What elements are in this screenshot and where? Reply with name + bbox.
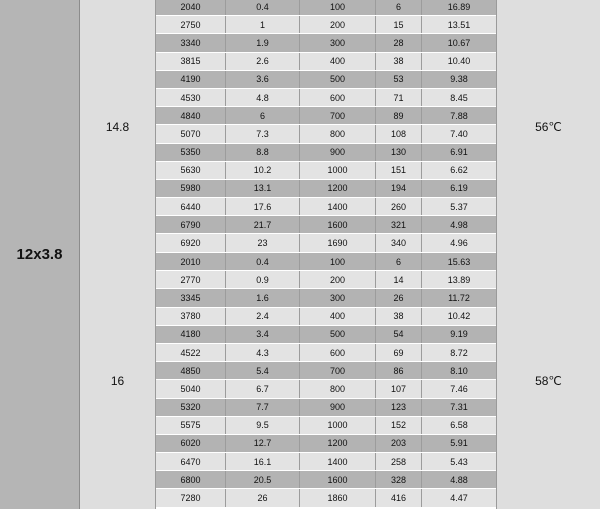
table-row bbox=[156, 417, 496, 435]
table-cell: 600 bbox=[300, 89, 376, 106]
table-row bbox=[156, 53, 496, 71]
table-cell: 86 bbox=[376, 362, 422, 379]
table-cell: 800 bbox=[300, 125, 376, 142]
table-row bbox=[156, 326, 496, 344]
table-cell: 13.1 bbox=[226, 180, 300, 197]
table-row bbox=[156, 253, 496, 271]
table-cell: 900 bbox=[300, 399, 376, 416]
table-cell: 3.6 bbox=[226, 71, 300, 88]
table-cell: 1400 bbox=[300, 198, 376, 215]
table-row bbox=[156, 16, 496, 34]
table-cell: 400 bbox=[300, 53, 376, 70]
table-row bbox=[156, 216, 496, 234]
table-cell: 7280 bbox=[156, 489, 226, 506]
table-cell: 1860 bbox=[300, 489, 376, 506]
table-row bbox=[156, 89, 496, 107]
table-cell: 5.4 bbox=[226, 362, 300, 379]
table-cell: 7.31 bbox=[450, 402, 468, 413]
table-cell: 9.38 bbox=[450, 74, 468, 85]
table-cell: 11.72 bbox=[448, 292, 470, 303]
table-cell: 26 bbox=[376, 289, 422, 306]
table-cell: 151 bbox=[376, 162, 422, 179]
table-cell: 0.9 bbox=[226, 271, 300, 288]
table-row bbox=[156, 107, 496, 125]
table-cell: 10.42 bbox=[447, 311, 471, 322]
table-row bbox=[156, 289, 496, 307]
table-cell: 400 bbox=[300, 308, 376, 325]
table-cell: 200 bbox=[300, 271, 376, 288]
table-cell: 10.2 bbox=[226, 162, 300, 179]
table-cell: 4.88 bbox=[450, 474, 468, 485]
table-cell: 69 bbox=[376, 344, 422, 361]
size-cell: 12x3.8 bbox=[0, 0, 80, 509]
table-cell: 500 bbox=[300, 71, 376, 88]
table-cell: 6020 bbox=[156, 435, 226, 452]
table-cell: 8.45 bbox=[450, 92, 468, 103]
table-cell: 5040 bbox=[156, 380, 226, 397]
table-cell: 2.4 bbox=[226, 308, 300, 325]
table-row bbox=[156, 308, 496, 326]
table-row bbox=[156, 471, 496, 489]
diameter-cell: 16 bbox=[80, 253, 156, 509]
table-cell: 4840 bbox=[156, 107, 226, 124]
table-cell: 1200 bbox=[300, 180, 376, 197]
table-cell: 3345 bbox=[156, 289, 226, 306]
temperature-cell: 56℃ bbox=[496, 0, 600, 253]
table-cell: 2010 bbox=[156, 253, 226, 270]
table-cell: 4.98 bbox=[450, 219, 468, 230]
table-cell: 7.88 bbox=[450, 110, 468, 121]
table-row bbox=[156, 453, 496, 471]
table-cell: 89 bbox=[376, 107, 422, 124]
table-cell: 600 bbox=[300, 344, 376, 361]
table-cell: 0.4 bbox=[226, 0, 300, 15]
table-row bbox=[156, 162, 496, 180]
table-row bbox=[156, 180, 496, 198]
table-cell: 4.47 bbox=[450, 493, 468, 504]
table-cell: 38 bbox=[376, 53, 422, 70]
table-cell: 26 bbox=[226, 489, 300, 506]
table-cell: 1000 bbox=[300, 162, 376, 179]
table-cell: 1 bbox=[226, 16, 300, 33]
table-cell: 16.1 bbox=[226, 453, 300, 470]
table-cell: 258 bbox=[376, 453, 422, 470]
table-cell: 0.4 bbox=[226, 253, 300, 270]
table-cell: 107 bbox=[376, 380, 422, 397]
table-cell: 194 bbox=[376, 180, 422, 197]
table-cell: 7.46 bbox=[450, 383, 468, 394]
table-cell: 203 bbox=[376, 435, 422, 452]
table-cell: 4190 bbox=[156, 71, 226, 88]
table-cell: 6.62 bbox=[450, 165, 468, 176]
table-cell: 4180 bbox=[156, 326, 226, 343]
table-cell: 5630 bbox=[156, 162, 226, 179]
table-cell: 6.58 bbox=[450, 420, 468, 431]
table-cell: 9.5 bbox=[226, 417, 300, 434]
table-cell: 1000 bbox=[300, 417, 376, 434]
table-cell: 5350 bbox=[156, 144, 226, 161]
table-cell: 10.40 bbox=[447, 56, 471, 67]
table-cell: 4.8 bbox=[226, 89, 300, 106]
table-cell: 28 bbox=[376, 34, 422, 51]
table-cell: 3815 bbox=[156, 53, 226, 70]
table-row bbox=[156, 0, 496, 16]
table-cell: 328 bbox=[376, 471, 422, 488]
table-cell: 14 bbox=[376, 271, 422, 288]
table-cell: 13.51 bbox=[447, 19, 471, 30]
table-cell: 8.72 bbox=[450, 347, 468, 358]
table-cell: 16.89 bbox=[447, 1, 471, 12]
table-cell: 321 bbox=[376, 216, 422, 233]
table-cell: 17.6 bbox=[226, 198, 300, 215]
table-cell: 6790 bbox=[156, 216, 226, 233]
table-cell: 53 bbox=[376, 71, 422, 88]
table-cell: 8.10 bbox=[450, 365, 468, 376]
table-cell: 15 bbox=[376, 16, 422, 33]
table-cell: 15.63 bbox=[447, 256, 471, 267]
table-cell: 123 bbox=[376, 399, 422, 416]
table-cell: 7.7 bbox=[226, 399, 300, 416]
table-cell: 100 bbox=[300, 253, 376, 270]
table-cell: 2770 bbox=[156, 271, 226, 288]
table-cell: 6470 bbox=[156, 453, 226, 470]
table-cell: 800 bbox=[300, 380, 376, 397]
table-cell: 4.3 bbox=[226, 344, 300, 361]
diameter-cell: 14.8 bbox=[80, 0, 156, 253]
table-cell: 1400 bbox=[300, 453, 376, 470]
table-cell: 5980 bbox=[156, 180, 226, 197]
table-cell: 2.6 bbox=[226, 53, 300, 70]
table-row bbox=[156, 362, 496, 380]
table-cell: 5070 bbox=[156, 125, 226, 142]
table-cell: 3340 bbox=[156, 34, 226, 51]
table-cell: 152 bbox=[376, 417, 422, 434]
table-cell: 300 bbox=[300, 289, 376, 306]
table-cell: 10.67 bbox=[447, 37, 471, 48]
table-cell: 300 bbox=[300, 34, 376, 51]
table-row bbox=[156, 234, 496, 252]
table-cell: 700 bbox=[300, 362, 376, 379]
table-row bbox=[156, 399, 496, 417]
table-cell: 12.7 bbox=[226, 435, 300, 452]
table-cell: 200 bbox=[300, 16, 376, 33]
data-rows bbox=[156, 253, 496, 508]
table-cell: 9.19 bbox=[450, 329, 468, 340]
table-cell: 700 bbox=[300, 107, 376, 124]
table-row bbox=[156, 71, 496, 89]
table-cell: 7.40 bbox=[450, 128, 468, 139]
table-cell: 38 bbox=[376, 308, 422, 325]
table-cell: 5.43 bbox=[450, 456, 468, 467]
table-cell: 1600 bbox=[300, 471, 376, 488]
table-cell: 6.19 bbox=[450, 183, 468, 194]
table-cell: 7.3 bbox=[226, 125, 300, 142]
table-cell: 1.6 bbox=[226, 289, 300, 306]
table-cell: 5.37 bbox=[450, 201, 468, 212]
table-cell: 6.91 bbox=[450, 147, 468, 158]
table-cell: 6 bbox=[376, 0, 422, 15]
table-cell: 260 bbox=[376, 198, 422, 215]
table-cell: 340 bbox=[376, 234, 422, 251]
table-cell: 4850 bbox=[156, 362, 226, 379]
table-cell: 6 bbox=[226, 107, 300, 124]
table-row bbox=[156, 380, 496, 398]
table-cell: 20.5 bbox=[226, 471, 300, 488]
table-cell: 6440 bbox=[156, 198, 226, 215]
table-cell: 4530 bbox=[156, 89, 226, 106]
table-cell: 5.91 bbox=[450, 438, 468, 449]
table-row bbox=[156, 144, 496, 162]
table-cell: 6.7 bbox=[226, 380, 300, 397]
table-cell: 8.8 bbox=[226, 144, 300, 161]
table-row bbox=[156, 34, 496, 52]
data-rows bbox=[156, 0, 496, 253]
table-cell: 6800 bbox=[156, 471, 226, 488]
table-cell: 5320 bbox=[156, 399, 226, 416]
table-cell: 5575 bbox=[156, 417, 226, 434]
table-cell: 21.7 bbox=[226, 216, 300, 233]
table-cell: 3780 bbox=[156, 308, 226, 325]
table-cell: 100 bbox=[300, 0, 376, 15]
table-cell: 1.9 bbox=[226, 34, 300, 51]
table-row bbox=[156, 271, 496, 289]
temperature-cell: 58℃ bbox=[496, 253, 600, 509]
table-cell: 4.96 bbox=[450, 238, 468, 249]
table-cell: 2750 bbox=[156, 16, 226, 33]
table-cell: 1600 bbox=[300, 216, 376, 233]
table-cell: 2040 bbox=[156, 0, 226, 15]
table-cell: 108 bbox=[376, 125, 422, 142]
table-cell: 54 bbox=[376, 326, 422, 343]
table-cell: 416 bbox=[376, 489, 422, 506]
table-cell: 900 bbox=[300, 144, 376, 161]
table-cell: 1690 bbox=[300, 234, 376, 251]
table-cell: 130 bbox=[376, 144, 422, 161]
table-cell: 4522 bbox=[156, 344, 226, 361]
table-cell: 71 bbox=[376, 89, 422, 106]
table-cell: 6 bbox=[376, 253, 422, 270]
table-cell: 1200 bbox=[300, 435, 376, 452]
table-cell: 3.4 bbox=[226, 326, 300, 343]
table-cell: 500 bbox=[300, 326, 376, 343]
table-cell: 13.89 bbox=[447, 274, 471, 285]
table-row bbox=[156, 344, 496, 362]
table-row bbox=[156, 125, 496, 143]
table-row bbox=[156, 198, 496, 216]
table-cell: 23 bbox=[226, 234, 300, 251]
table-row bbox=[156, 489, 496, 507]
table-row bbox=[156, 435, 496, 453]
table-cell: 6920 bbox=[156, 234, 226, 251]
